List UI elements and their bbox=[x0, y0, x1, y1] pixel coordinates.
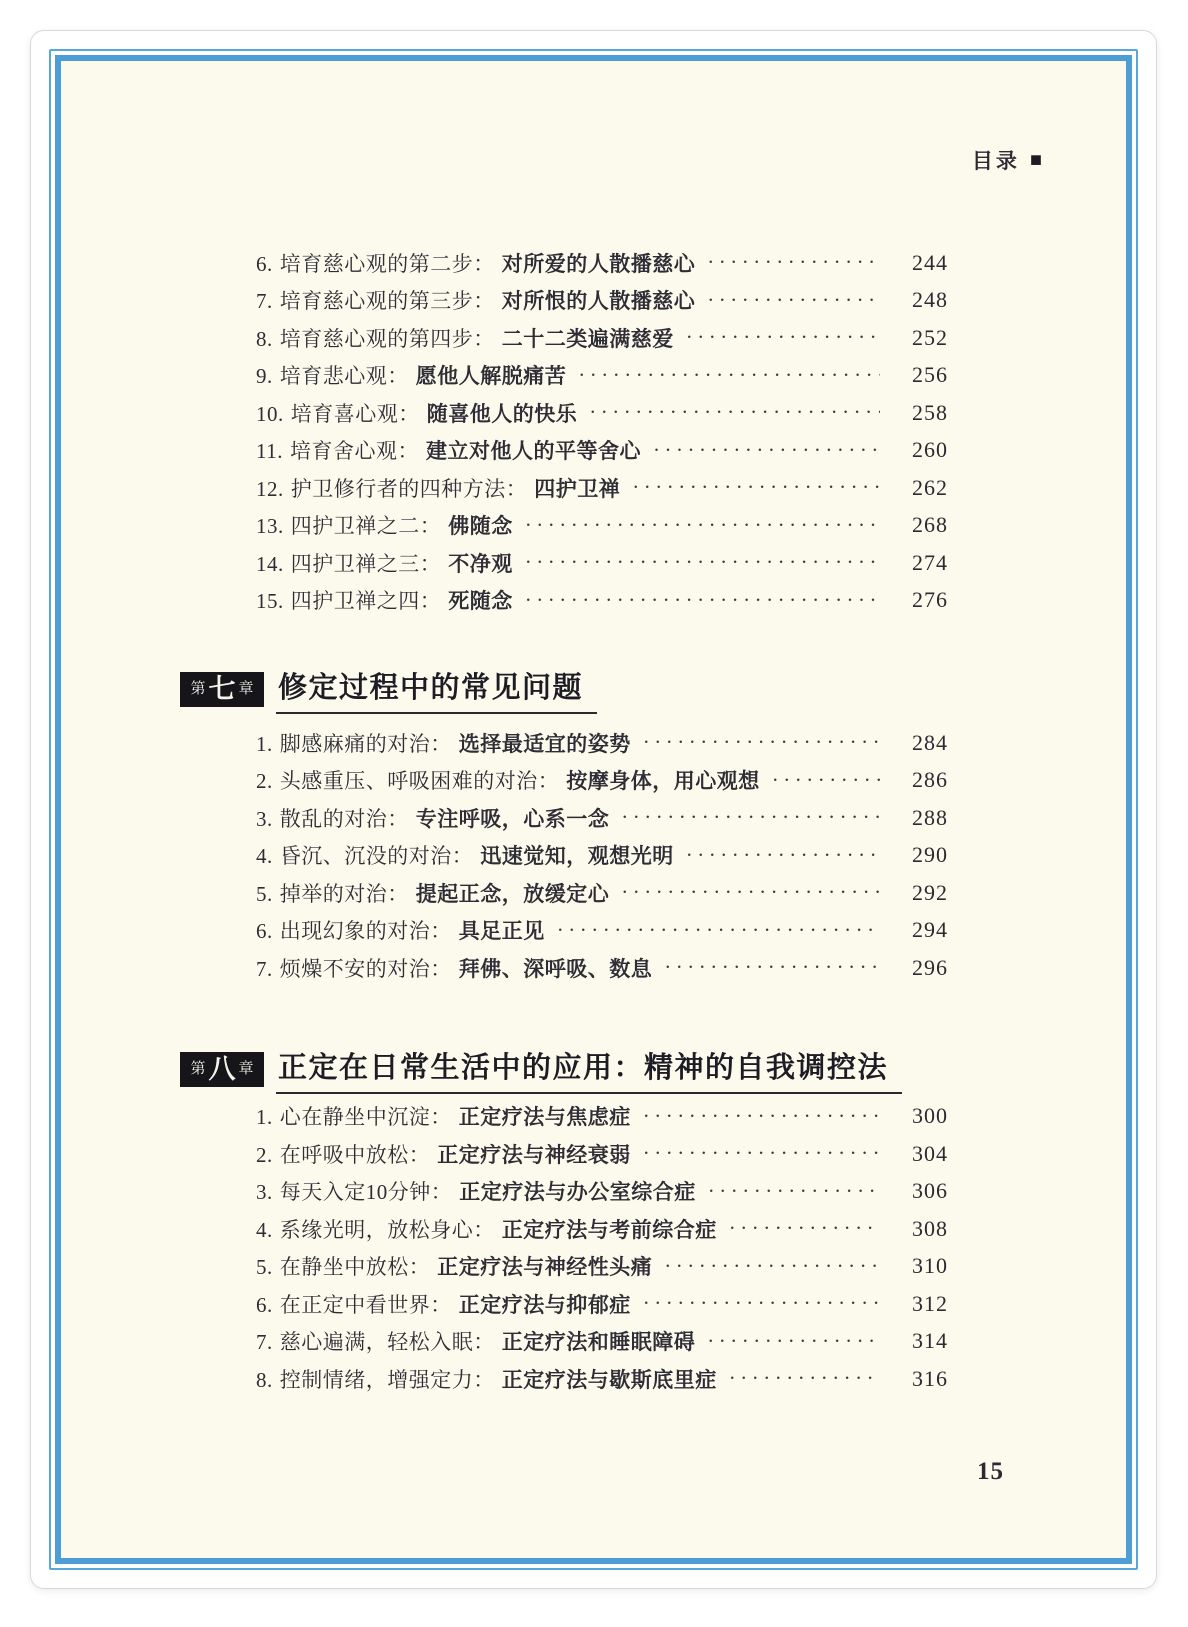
entry-title-post: 正定疗法与抑郁症 bbox=[458, 1292, 631, 1317]
toc-entry bbox=[256, 432, 948, 470]
entry-title bbox=[256, 435, 641, 465]
toc-entry bbox=[256, 1098, 948, 1136]
dot-leader bbox=[525, 513, 880, 538]
entry-title bbox=[256, 1139, 631, 1169]
toc-entry bbox=[256, 1210, 948, 1248]
entry-title-pre: 每天入定10分钟： bbox=[279, 1180, 453, 1205]
entry-title-pre: 系缘光明，放松身心： bbox=[279, 1217, 495, 1242]
entry-page-number: 294 bbox=[912, 917, 948, 943]
entry-number: 4. bbox=[256, 844, 273, 869]
entry-page-number: 260 bbox=[912, 437, 948, 463]
entry-number: 2. bbox=[256, 769, 273, 794]
entry-page-number: 314 bbox=[912, 1328, 948, 1354]
chapter-label-suffix: 章 bbox=[238, 1060, 254, 1077]
entry-title-pre: 在呼吸中放松： bbox=[279, 1142, 431, 1167]
entry-page-number: 256 bbox=[912, 362, 948, 388]
entry-page-number: 310 bbox=[912, 1253, 948, 1279]
entry-page-number: 274 bbox=[912, 549, 948, 575]
entry-page-number: 248 bbox=[912, 287, 948, 313]
entry-number: 4. bbox=[256, 1217, 273, 1242]
toc-entry bbox=[256, 762, 948, 800]
chapter-label-prefix: 第 bbox=[190, 1060, 206, 1077]
entry-title-pre: 在正定中看世界： bbox=[279, 1292, 452, 1317]
entry-page-number: 244 bbox=[912, 249, 948, 275]
toc-header bbox=[972, 145, 1042, 175]
entry-number: 14. bbox=[256, 551, 284, 576]
entry-page-number: 284 bbox=[912, 729, 948, 755]
entry-title-pre: 培育舍心观： bbox=[289, 439, 419, 464]
toc-entry bbox=[256, 1248, 948, 1286]
entry-title-post: 建立对他人的平等舍心 bbox=[425, 439, 641, 464]
entry-number: 13. bbox=[256, 514, 284, 539]
chapter-label-number: 七 bbox=[208, 674, 236, 704]
chapter-label-box bbox=[180, 1052, 264, 1087]
toc-entry bbox=[256, 837, 948, 875]
entry-number: 6. bbox=[256, 919, 273, 944]
entry-title-post: 专注呼吸，心系一念 bbox=[415, 806, 610, 831]
entry-title-post: 正定疗法与办公室综合症 bbox=[459, 1180, 696, 1205]
chapter-label-number: 八 bbox=[208, 1053, 236, 1084]
entry-page-number: 306 bbox=[912, 1178, 948, 1204]
entry-title-post: 随喜他人的快乐 bbox=[426, 401, 578, 426]
dot-leader bbox=[525, 588, 880, 613]
page-border-thin bbox=[49, 49, 1138, 1570]
entry-title bbox=[256, 1251, 652, 1281]
toc-sections bbox=[61, 244, 1126, 1398]
entry-page-number: 286 bbox=[912, 767, 948, 793]
entry-title-post: 选择最适宜的姿势 bbox=[458, 731, 631, 756]
page-border-thick bbox=[55, 55, 1132, 1564]
entry-number: 6. bbox=[256, 251, 273, 276]
entry-number: 8. bbox=[256, 1367, 273, 1392]
entry-title-pre: 在静坐中放松： bbox=[279, 1255, 431, 1280]
entry-title-post: 提起正念，放缓定心 bbox=[415, 881, 610, 906]
entry-page-number: 262 bbox=[912, 474, 948, 500]
entry-title bbox=[256, 728, 631, 758]
toc-entry bbox=[256, 874, 948, 912]
entry-title-pre: 昏沉、沉没的对治： bbox=[279, 844, 474, 869]
dot-leader bbox=[686, 325, 880, 350]
entry-title bbox=[256, 323, 674, 353]
entry-number: 7. bbox=[256, 956, 273, 981]
entry-title bbox=[256, 1289, 631, 1319]
dot-leader bbox=[643, 730, 880, 755]
entry-title-post: 四护卫禅 bbox=[534, 476, 621, 501]
entry-title-pre: 散乱的对治： bbox=[279, 806, 409, 831]
entry-title bbox=[256, 915, 545, 945]
dot-leader bbox=[589, 400, 880, 425]
toc-entry bbox=[256, 1135, 948, 1173]
entry-title-post: 正定疗法与神经衰弱 bbox=[437, 1142, 631, 1167]
entry-number: 1. bbox=[256, 731, 273, 756]
entry-number: 1. bbox=[256, 1105, 273, 1130]
entry-title-pre: 培育慈心观的第四步： bbox=[279, 326, 495, 351]
entry-title-post: 迅速觉知，观想光明 bbox=[480, 844, 674, 869]
chapter-label-suffix: 章 bbox=[238, 681, 254, 697]
entry-title bbox=[256, 548, 513, 578]
dot-leader bbox=[643, 1291, 880, 1316]
toc-entry bbox=[256, 357, 948, 395]
entry-number: 6. bbox=[256, 1292, 273, 1317]
entry-number: 5. bbox=[256, 1255, 273, 1280]
entry-title-pre: 四护卫禅之二： bbox=[290, 514, 442, 539]
entry-number: 15. bbox=[256, 589, 284, 614]
entry-number: 12. bbox=[256, 476, 284, 501]
dot-leader bbox=[664, 1254, 880, 1279]
entry-title bbox=[256, 248, 695, 278]
dot-leader bbox=[643, 1141, 880, 1166]
toc-entry bbox=[256, 544, 948, 582]
toc-entry bbox=[256, 1360, 948, 1398]
entry-title bbox=[256, 1176, 696, 1206]
dot-leader bbox=[772, 768, 880, 793]
entry-page-number: 288 bbox=[912, 804, 948, 830]
entry-title bbox=[256, 585, 513, 615]
entry-title bbox=[256, 953, 652, 983]
entry-title-post: 正定疗法与考前综合症 bbox=[501, 1217, 717, 1242]
entry-title bbox=[256, 510, 513, 540]
dot-leader bbox=[578, 363, 880, 388]
entry-title-pre: 培育慈心观的第二步： bbox=[279, 251, 495, 276]
entry-title bbox=[256, 803, 609, 833]
entry-number: 9. bbox=[256, 364, 273, 389]
entry-title-pre: 头感重压、呼吸困难的对治： bbox=[279, 769, 560, 794]
toc-entry bbox=[256, 799, 948, 837]
entry-title-post: 按摩身体，用心观想 bbox=[566, 769, 760, 794]
toc-entry bbox=[256, 1323, 948, 1361]
toc-entry bbox=[256, 1285, 948, 1323]
entry-title-post: 二十二类遍满慈爱 bbox=[501, 326, 674, 351]
toc-entry bbox=[256, 469, 948, 507]
entry-title-pre: 烦燥不安的对治： bbox=[279, 956, 452, 981]
entry-number: 5. bbox=[256, 881, 273, 906]
entry-title bbox=[256, 840, 674, 870]
entry-title-pre: 掉举的对治： bbox=[279, 881, 409, 906]
toc-entry bbox=[256, 949, 948, 987]
dot-leader bbox=[557, 918, 880, 943]
toc-header-title: 目录 bbox=[971, 149, 1020, 173]
chapter-label-box bbox=[180, 672, 264, 707]
entry-title bbox=[256, 1214, 717, 1244]
entry-title-pre: 培育慈心观的第三步： bbox=[279, 289, 495, 314]
entry-number: 7. bbox=[256, 289, 273, 314]
entry-page-number: 276 bbox=[912, 587, 948, 613]
entry-title-pre: 心在静坐中沉淀： bbox=[279, 1105, 452, 1130]
entry-number: 10. bbox=[256, 401, 284, 426]
black-square-icon: ■ bbox=[1029, 149, 1042, 171]
dot-leader bbox=[707, 250, 880, 275]
toc-entry-list bbox=[256, 724, 948, 987]
entry-page-number: 292 bbox=[912, 879, 948, 905]
entry-number: 3. bbox=[256, 1180, 273, 1205]
entry-title bbox=[256, 765, 760, 795]
dot-leader bbox=[653, 438, 880, 463]
toc-entry bbox=[256, 582, 948, 620]
toc-entry bbox=[256, 912, 948, 950]
entry-title bbox=[256, 473, 620, 503]
entry-title-post: 佛随念 bbox=[448, 514, 513, 539]
entry-page-number: 300 bbox=[912, 1103, 948, 1129]
entry-title-pre: 出现幻象的对治： bbox=[279, 919, 452, 944]
entry-page-number: 296 bbox=[912, 954, 948, 980]
entry-title-pre: 培育悲心观： bbox=[279, 364, 409, 389]
entry-title-pre: 慈心遍满，轻松入眠： bbox=[279, 1330, 495, 1355]
entry-title-post: 正定疗法与焦虑症 bbox=[458, 1105, 631, 1130]
entry-page-number: 252 bbox=[912, 324, 948, 350]
entry-title bbox=[256, 360, 566, 390]
toc-entry bbox=[256, 507, 948, 545]
dot-leader bbox=[707, 1329, 880, 1354]
toc-entry bbox=[256, 244, 948, 282]
entry-page-number: 258 bbox=[912, 399, 948, 425]
dot-leader bbox=[686, 843, 880, 868]
dot-leader bbox=[643, 1104, 880, 1129]
dot-leader bbox=[632, 475, 880, 500]
dot-leader bbox=[621, 880, 880, 905]
entry-title bbox=[256, 398, 577, 428]
entry-title-post: 死随念 bbox=[448, 589, 513, 614]
dot-leader bbox=[621, 805, 880, 830]
entry-title-post: 不净观 bbox=[448, 551, 513, 576]
entry-title bbox=[256, 1364, 717, 1394]
entry-page-number: 290 bbox=[912, 842, 948, 868]
entry-title bbox=[256, 285, 695, 315]
entry-title-post: 拜佛、深呼吸、数息 bbox=[458, 956, 653, 981]
entry-title bbox=[256, 1101, 631, 1131]
chapter-title: 正定在日常生活中的应用：精神的自我调控法 bbox=[276, 1045, 902, 1094]
entry-title-pre: 四护卫禅之四： bbox=[290, 589, 442, 614]
entry-title-post: 具足正见 bbox=[458, 919, 545, 944]
entry-title bbox=[256, 1326, 695, 1356]
entry-page-number: 316 bbox=[912, 1365, 948, 1391]
page-number: 15 bbox=[977, 1458, 1004, 1485]
toc-entry bbox=[256, 282, 948, 320]
entry-number: 3. bbox=[256, 806, 273, 831]
entry-title-post: 正定疗法与歇斯底里症 bbox=[501, 1367, 717, 1392]
entry-title-pre: 培育喜心观： bbox=[290, 401, 420, 426]
entry-title-pre: 护卫修行者的四种方法： bbox=[290, 476, 528, 501]
entry-title-pre: 脚感麻痛的对治： bbox=[279, 731, 452, 756]
toc-entry-list bbox=[256, 1098, 948, 1398]
entry-title-pre: 控制情绪，增强定力： bbox=[279, 1367, 495, 1392]
chapter-label-prefix: 第 bbox=[190, 681, 206, 697]
entry-page-number: 312 bbox=[912, 1290, 948, 1316]
entry-title bbox=[256, 878, 609, 908]
dot-leader bbox=[729, 1366, 880, 1391]
toc-entry-list bbox=[256, 244, 948, 619]
entry-title-post: 对所爱的人散播慈心 bbox=[501, 251, 696, 276]
dot-leader bbox=[707, 288, 880, 313]
chapter-heading bbox=[180, 665, 1096, 714]
entry-number: 7. bbox=[256, 1330, 273, 1355]
entry-title-pre: 四护卫禅之三： bbox=[290, 551, 442, 576]
entry-title-post: 愿他人解脱痛苦 bbox=[415, 364, 567, 389]
entry-number: 2. bbox=[256, 1142, 273, 1167]
entry-page-number: 268 bbox=[912, 512, 948, 538]
chapter-title: 修定过程中的常见问题 bbox=[276, 665, 597, 714]
toc-entry bbox=[256, 1173, 948, 1211]
toc-entry bbox=[256, 724, 948, 762]
dot-leader bbox=[525, 550, 880, 575]
dot-leader bbox=[664, 955, 880, 980]
page-content bbox=[61, 61, 1126, 1558]
entry-number: 11. bbox=[256, 439, 283, 464]
entry-title-post: 正定疗法和睡眠障碍 bbox=[501, 1330, 696, 1355]
entry-page-number: 304 bbox=[912, 1140, 948, 1166]
toc-entry bbox=[256, 319, 948, 357]
dot-leader bbox=[729, 1216, 880, 1241]
entry-number: 8. bbox=[256, 326, 273, 351]
entry-title-post: 正定疗法与神经性头痛 bbox=[437, 1255, 653, 1280]
entry-page-number: 308 bbox=[912, 1215, 948, 1241]
chapter-heading bbox=[180, 1045, 1096, 1094]
dot-leader bbox=[708, 1179, 880, 1204]
toc-entry bbox=[256, 394, 948, 432]
entry-title-post: 对所恨的人散播慈心 bbox=[501, 289, 696, 314]
book-page-card bbox=[30, 30, 1157, 1589]
